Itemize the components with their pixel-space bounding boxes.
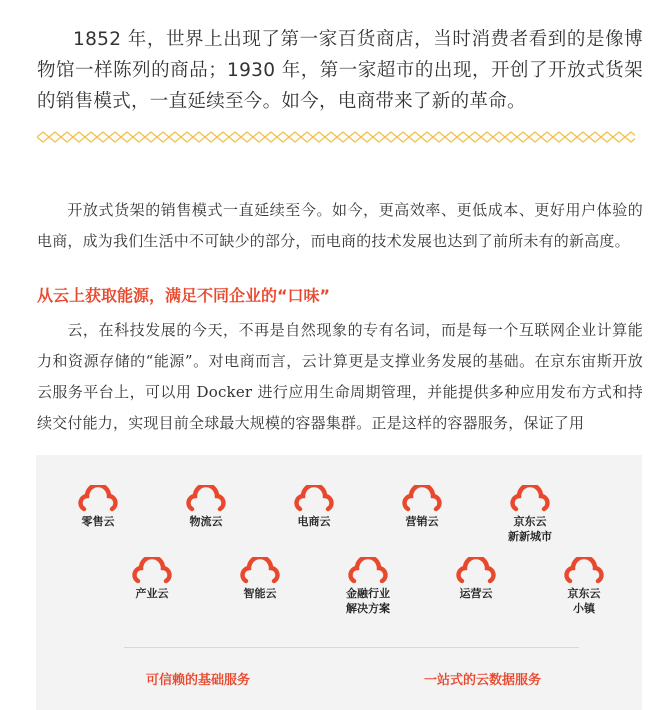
decorative-divider [37,130,635,144]
cloud-item [431,557,521,601]
cloud-item [539,557,629,616]
cloud-icon [348,557,388,585]
cloud-item [323,557,413,616]
data-services-label: 一站式的云数据服务 [424,673,542,688]
cloud-icon [510,485,550,513]
cloud-item [485,485,575,544]
cloud-item [269,485,359,529]
cloud-label-line2: 解决方案 [346,602,390,615]
cloud-icon [564,557,604,585]
cloud-label: 零售云 [81,515,115,528]
cloud-item [215,557,305,601]
paragraph-1-text: 开放式货架的销售模式一直延续至今。如今，更高效率、更低成本、更好用户体验的电商，成为我们生活中不可缺少的部分，而电商的技术发展也达到了前所未有的新高度。 [37,201,643,250]
cloud-label: 物流云 [189,515,223,528]
cloud-item [53,485,143,529]
cloud-label: 运营云 [459,587,493,600]
cloud-item [377,485,467,529]
cloud-label: 京东云 [567,587,601,600]
cloud-icon [402,485,442,513]
intro-paragraph [37,24,643,117]
cloud-item [107,557,197,601]
cloud-label: 京东云 [513,515,547,528]
intro-text: 1852 年，世界上出现了第一家百货商店，当时消费者看到的是像博物馆一样陈列的商品；1930 年，第一家超市的出现，开创了开放式货架的销售模式，一直延续至今。如今，电商带来了新的革命。 [37,29,643,112]
cloud-label: 智能云 [243,587,277,600]
cloud-label: 产业云 [135,587,169,600]
baseline-divider [124,647,579,648]
cloud-icon [132,557,172,585]
cloud-item [161,485,251,529]
section-title: 从云上获取能源，满足不同企业的“口味” [37,286,331,305]
cloud-label: 金融行业 [346,587,390,600]
basic-services-label: 可信赖的基础服务 [146,673,251,688]
paragraph-2-text: 云，在科技发展的今天，不再是自然现象的专有名词，而是每一个互联网企业计算能力和资源存储的“能源”。对电商而言，云计算更是支撑业务发展的基础。在京东宙斯开放云服务平台上，可以用 Docker 进行应用生命周期管理，并能提供多种应用发布方式和持续交付能力，实现目前全球最大规模的容器集群。正是这样的容器服务，保证了用 [37,321,643,432]
cloud-icon [294,485,334,513]
cloud-icon [186,485,226,513]
cloud-icon [78,485,118,513]
article-paragraph-1 [37,195,643,257]
cloud-services-diagram [36,455,642,710]
cloud-icon [240,557,280,585]
cloud-label: 营销云 [405,515,439,528]
cloud-label-line2: 新新城市 [508,530,552,543]
cloud-label-line2: 小镇 [573,602,595,615]
cloud-icon [456,557,496,585]
cloud-label: 电商云 [297,515,331,528]
article-paragraph-2 [37,315,643,439]
